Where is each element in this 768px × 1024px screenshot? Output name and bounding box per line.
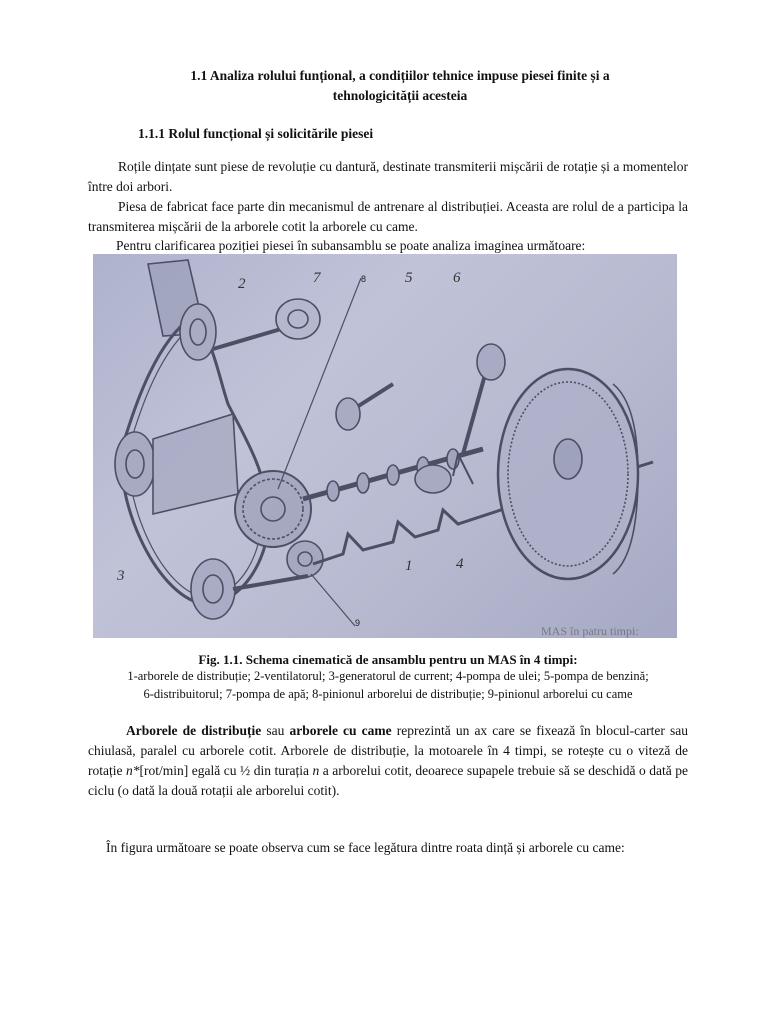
figure-label-4: 4 <box>456 556 464 572</box>
paragraph-part-role: Piesa de fabricat face parte din mecanismul de antrenare al distribuției. Aceasta are rolul de a participa la transmiterea mișcării de la arborele cotit la arborele cu came. <box>88 199 688 234</box>
symbol-n-star: n* <box>126 763 140 778</box>
figure-label-8: 8 <box>361 274 367 284</box>
paragraph-camshaft-text3: [rot/min] egală cu ½ din turația <box>139 763 313 778</box>
figure-label-6: 6 <box>453 270 461 286</box>
figure-overlay-text: MAS în patru timpi: <box>541 624 639 638</box>
section-heading <box>150 66 650 106</box>
paragraph-camshaft <box>88 721 688 801</box>
subsection-heading: 1.1.1 Rolul funcțional și solicitările piesei <box>138 126 374 141</box>
figure-label-7: 7 <box>313 270 321 286</box>
paragraph-camshaft-text1: sau <box>261 723 290 738</box>
paragraph-next-figure: În figura următoare se poate observa cum se face legătura dintre roata dință și arborele cu came: <box>106 840 625 855</box>
kinematic-schema-drawing <box>93 254 677 638</box>
figure-label-1: 1 <box>405 558 413 574</box>
term-arborele-cu-came: arborele cu came <box>289 723 392 738</box>
section-heading-line1: 1.1 Analiza rolului funțional, a condițiilor tehnice impuse piesei finite și a <box>190 68 610 83</box>
oil-pump <box>415 465 451 493</box>
figure-legend-line1: 1-arborele de distribuție; 2-ventilatorul; 3-generatorul de current; 4-pompa de ulei; 5-pompa de benzină; <box>127 669 649 683</box>
figure-label-2: 2 <box>238 276 246 292</box>
figure-label-3: 3 <box>117 568 125 584</box>
timing-pinion-crankshaft <box>287 541 323 577</box>
kinematic-schema-figure <box>93 254 677 638</box>
generator-body <box>153 414 238 514</box>
distributor <box>477 344 505 380</box>
figure-caption-title: Fig. 1.1. Schema cinematică de ansamblu pentru un MAS în 4 timpi: <box>198 652 578 667</box>
figure-caption-legend <box>88 667 688 703</box>
figure-label-9: 9 <box>355 618 361 628</box>
paragraph-camshaft-text4: a arborelui cotit, deoarece supapele trebuie să se deschidă o dată pe ciclu (o dată la două rotații ale arborelui cotit). <box>88 763 688 798</box>
crank-pulley <box>191 559 235 619</box>
fan-pulley <box>180 304 216 360</box>
term-arborele-distributie: Arborele de distribuție <box>126 723 262 738</box>
section-heading-line2: tehnologicității acesteia <box>332 88 468 103</box>
figure-label-5: 5 <box>405 270 413 286</box>
paragraph-figure-intro: Pentru clarificarea poziției piesei în subansamblu se poate analiza imaginea următoare: <box>116 238 586 253</box>
fuel-pump <box>336 398 360 430</box>
generator-pulley <box>115 432 155 496</box>
figure-legend-line2: 6-distribuitorul; 7-pompa de apă; 8-pinionul arborelui de distribuție; 9-pinionul arborelui cu came <box>143 687 633 701</box>
symbol-n: n <box>312 763 320 778</box>
water-pump <box>276 299 320 339</box>
paragraph-camshaft-text2: reprezintă un ax care se fixează în blocul-carter sau chiulasă, paralel cu arborele cotit. Arborele de distribuție, la motoarele în 4 timpi, se rotește cu o viteză de rotație <box>88 723 688 778</box>
timing-gear-camshaft <box>235 471 311 547</box>
paragraph-gears: Roțile dințate sunt piese de revoluție cu dantură, destinate transmiterii mișcării de rotație și a momentelor între doi arbori. <box>88 159 688 194</box>
